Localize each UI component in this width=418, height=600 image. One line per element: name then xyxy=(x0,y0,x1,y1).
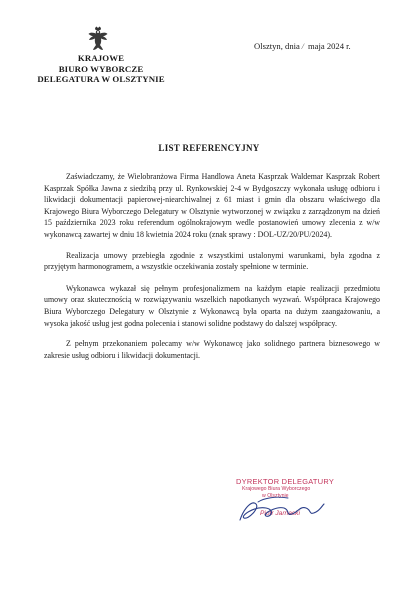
stamp-line-1: DYREKTOR DELEGATURY xyxy=(236,477,335,486)
stamp-name: Piotr Jarnacki xyxy=(260,510,300,517)
paragraph-4: Z pełnym przekonaniem polecamy w/w Wykonawcę jako solidnego partnera biznesowego w zakresie usług odbioru i likwidacji dokumentacji. xyxy=(44,339,380,360)
document-body xyxy=(44,171,380,370)
institution-line-3: DELEGATURA W OLSZTYNIE xyxy=(37,74,165,84)
document-title: LIST REFERENCYJNY xyxy=(158,143,260,153)
date-day: / xyxy=(301,41,305,51)
place-prefix: Olsztyn, dnia xyxy=(254,41,300,51)
paragraph-2: Realizacja umowy przebiegła zgodnie z wszystkimi ustalonymi warunkami, była zgodna z przyjętym harmonogramem, a wszystkie oczekiwania zostały spełnione w terminie. xyxy=(44,250,380,272)
institution-line-2: BIURO WYBORCZE xyxy=(58,63,144,74)
handwritten-signature xyxy=(236,490,326,526)
polish-eagle-emblem-icon xyxy=(88,26,108,52)
place-date xyxy=(254,41,351,51)
institution-line-1: KRAJOWE xyxy=(77,53,125,63)
stamp-line-3: w Olsztynie xyxy=(262,493,289,499)
paragraph-1: Zaświadczamy, że Wielobranżowa Firma Handlowa Aneta Kasprzak Waldemar Kasprzak Robert Kasprzak Spółka Jawna z siedzibą przy ul. Rynkowskiej 2-4 w Bydgoszczy wykonała usługę odbioru i likwidacji dokumentacji papierowej-niearchiwalnej z 61 miast i gmin dla obszaru właściwego dla Krajowego Biura Wyborczego Delegatury w Olsztynie wytworzonej w związku z zarządzonym na dzień 15 października 2023 roku referendum ogólnokrajowym wedle postanowień umowy zlecenia z w/w wykonawcą zawartej w dniu 18 kwietnia 2024 roku (znak sprawy : DOL-UZ/20/PU/2024). xyxy=(44,172,380,239)
date-suffix: maja 2024 r. xyxy=(307,41,351,51)
institution-name xyxy=(26,53,176,85)
stamp-line-2: Krajowego Biura Wyborczego xyxy=(242,486,311,492)
paragraph-3: Wykonawca wykazał się pełnym profesjonalizmem na każdym etapie realizacji przedmiotu umowy oraz skutecznością w rozwiązywaniu wszelkich napotkanych wyzwań. Współpraca Krajowego Biura Wyborczego Delegatury w Olsztynie z Wykonawcą była oparta na dużym zaangażowaniu, a wysoka jakość usług jest godna polecenia i stanowi solidne podstawy do dalszej współpracy. xyxy=(44,283,380,328)
